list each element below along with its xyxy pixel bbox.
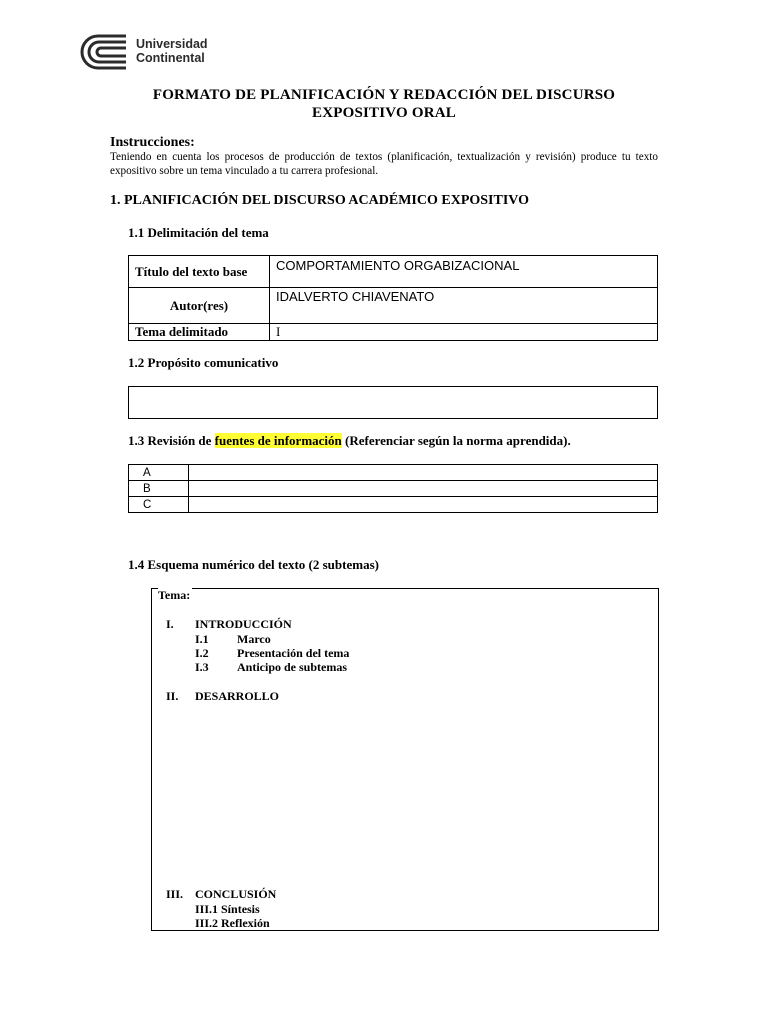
instructions-heading: Instrucciones: xyxy=(110,135,195,150)
purpose-field[interactable] xyxy=(128,386,658,419)
logo-mark-icon xyxy=(80,34,128,70)
conclusion-item: III.1 Síntesis xyxy=(195,902,260,916)
table-row xyxy=(129,481,658,497)
label-cell: Título del texto base xyxy=(129,256,270,288)
outline-box[interactable] xyxy=(151,588,659,931)
logo-line-2: Continental xyxy=(136,51,205,65)
intro-heading: INTRODUCCIÓN xyxy=(195,617,292,631)
outline-item-label: Presentación del tema xyxy=(237,646,350,660)
table-row xyxy=(129,497,658,513)
table-row xyxy=(129,465,658,481)
table-row xyxy=(129,324,658,341)
tema-label: Tema: xyxy=(158,588,191,602)
highlighted-text: fuentes de información xyxy=(214,433,342,448)
section-1-4-heading: 1.4 Esquema numérico del texto (2 subtemas) xyxy=(128,557,379,572)
development-number: II. xyxy=(166,689,179,703)
title-line-2: EXPOSITIVO ORAL xyxy=(312,105,456,121)
section-1-2-heading: 1.2 Propósito comunicativo xyxy=(128,355,279,370)
university-logo xyxy=(80,34,215,70)
topic-table xyxy=(128,255,658,341)
source-key: B xyxy=(129,481,189,497)
outline-item-number: I.2 xyxy=(195,646,209,660)
instructions-body: Teniendo en cuenta los procesos de producción de textos (planificación, textualización y revisión) produce tu texto expositivo sobre un tema vinculado a tu carrera profesional. xyxy=(110,151,658,177)
topic-value-field[interactable]: I xyxy=(270,324,658,341)
title-line-1: FORMATO DE PLANIFICACIÓN Y REDACCIÓN DEL DISCURSO xyxy=(152,87,616,103)
source-key: C xyxy=(129,497,189,513)
outline-item-label: Anticipo de subtemas xyxy=(237,660,348,674)
label-cell: Tema delimitado xyxy=(129,324,270,341)
intro-number: I. xyxy=(166,617,174,631)
sources-table xyxy=(128,464,658,513)
heading-text: 1.3 Revisión de xyxy=(128,433,215,448)
page-title xyxy=(110,86,658,122)
section-1-1-heading: 1.1 Delimitación del tema xyxy=(128,225,269,240)
source-key: A xyxy=(129,465,189,481)
logo-line-1: Universidad xyxy=(136,37,208,51)
label-cell: Autor(res) xyxy=(129,288,270,324)
outline-item-label: Marco xyxy=(237,632,271,646)
development-heading: DESARROLLO xyxy=(195,689,280,703)
outline-item-number: I.3 xyxy=(195,660,209,674)
source-value-field[interactable] xyxy=(189,497,658,513)
table-row xyxy=(129,288,658,324)
author-value-field[interactable]: IDALVERTO CHIAVENATO xyxy=(270,288,658,324)
section-1-3-heading xyxy=(128,433,571,449)
table-row xyxy=(129,256,658,288)
conclusion-number: III. xyxy=(166,887,184,901)
outline-item-number: I.1 xyxy=(195,632,209,646)
source-value-field[interactable] xyxy=(189,481,658,497)
heading-text: (Referenciar según la norma aprendida). xyxy=(341,433,571,448)
title-value-field[interactable]: COMPORTAMIENTO ORGABIZACIONAL xyxy=(270,256,658,288)
section-1-heading: 1. PLANIFICACIÓN DEL DISCURSO ACADÉMICO EXPOSITIVO xyxy=(110,193,530,208)
conclusion-heading: CONCLUSIÓN xyxy=(195,887,277,901)
conclusion-item: III.2 Reflexión xyxy=(195,916,270,930)
source-value-field[interactable] xyxy=(189,465,658,481)
